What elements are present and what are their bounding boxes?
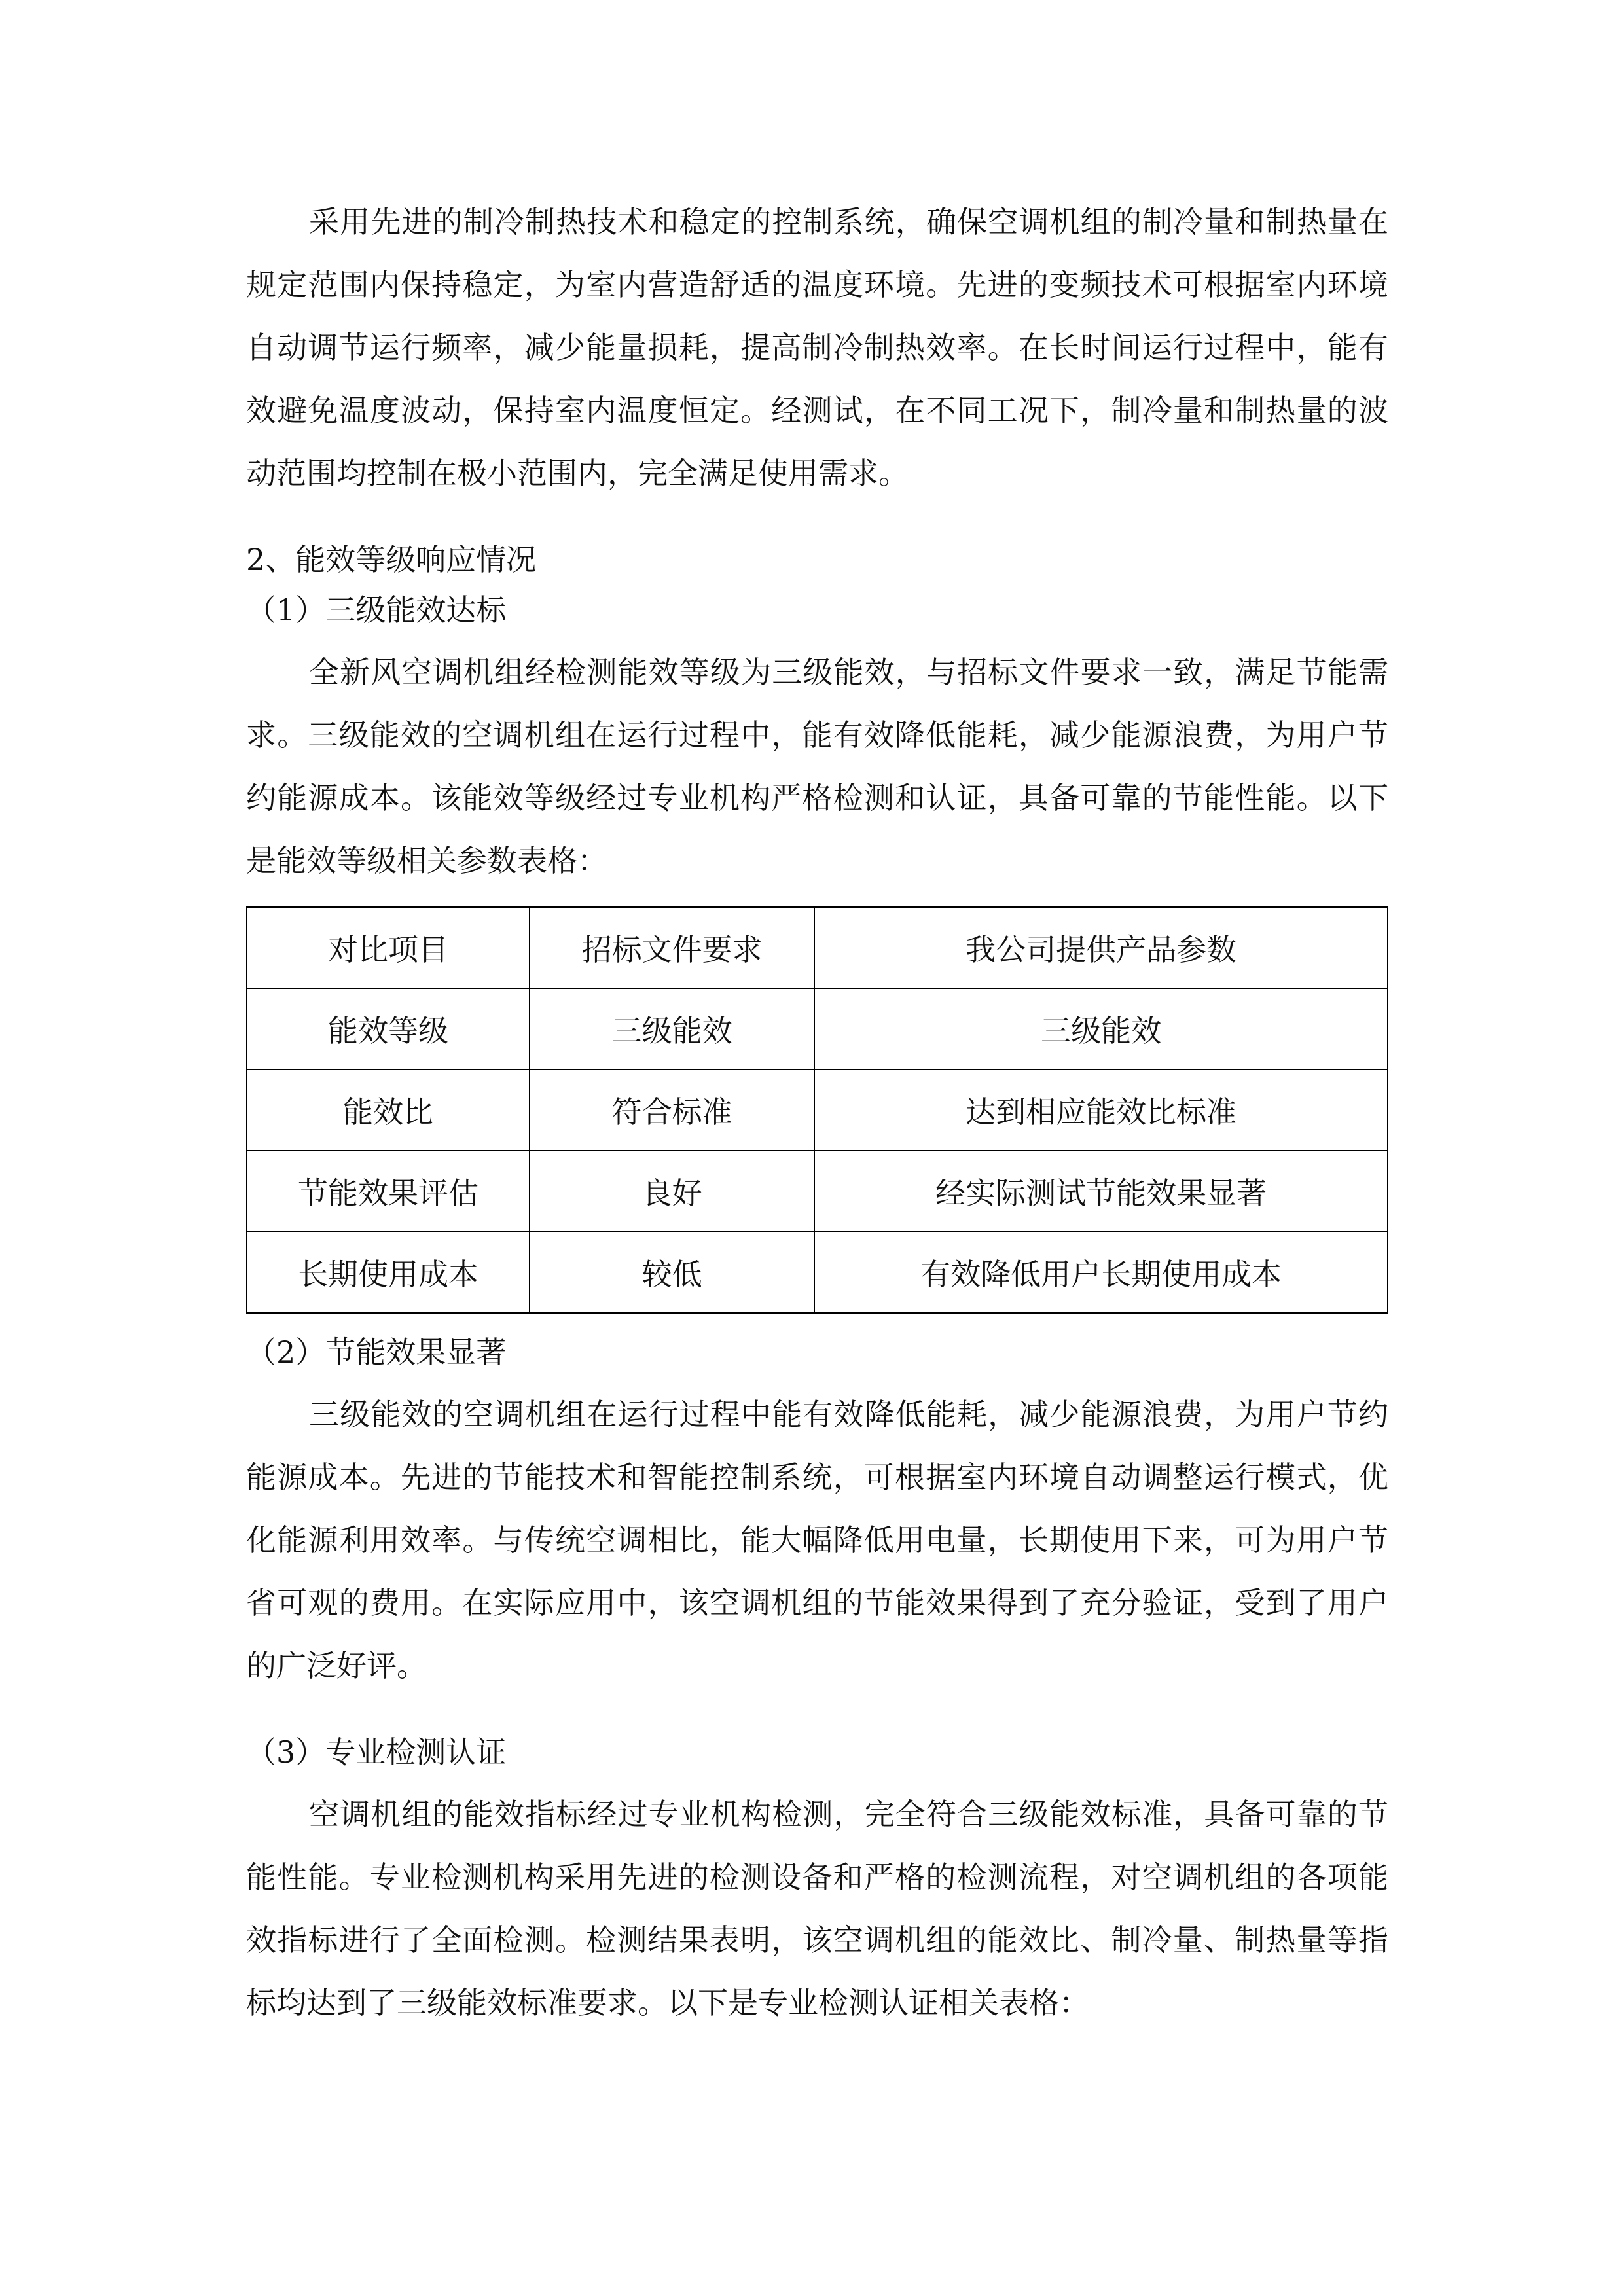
table-cell: 经实际测试节能效果显著 [814,1151,1388,1232]
table-header-cell: 招标文件要求 [530,907,814,988]
table-cell: 三级能效 [530,988,814,1069]
subsection-3-heading: （3）专业检测认证 [246,1734,507,1770]
table-row [247,1232,1388,1313]
table-cell: 较低 [530,1232,814,1313]
table-cell: 能效等级 [247,988,530,1069]
table-cell: 能效比 [247,1069,530,1151]
table-cell: 达到相应能效比标准 [814,1069,1388,1151]
table-row [247,1151,1388,1232]
table-cell: 长期使用成本 [247,1232,530,1313]
section-2-heading: 2、能效等级响应情况 [246,542,537,577]
table-cell: 节能效果评估 [247,1151,530,1232]
subsection-2-heading: （2）节能效果显著 [246,1335,507,1370]
subsection-1-paragraph: 全新风空调机组经检测能效等级为三级能效，与招标文件要求一致，满足节能需求。三级能效的空调机组在运行过程中，能有效降低能耗，减少能源浪费，为用户节约能源成本。该能效等级经过专业机构严格检测和认证，具备可靠的节能性能。以下是能效等级相关参数表格： [246,655,1388,878]
table-row [247,1069,1388,1151]
subsection-3-paragraph: 空调机组的能效指标经过专业机构检测，完全符合三级能效标准，具备可靠的节能性能。专业检测机构采用先进的检测设备和严格的检测流程，对空调机组的各项能效指标进行了全面检测。检测结果表明，该空调机组的能效比、制冷量、制热量等指标均达到了三级能效标准要求。以下是专业检测认证相关表格： [246,1797,1388,2020]
subsection-2-paragraph: 三级能效的空调机组在运行过程中能有效降低能耗，减少能源浪费，为用户节约能源成本。先进的节能技术和智能控制系统，可根据室内环境自动调整运行模式，优化能源利用效率。与传统空调相比，能大幅降低用电量，长期使用下来，可为用户节省可观的费用。在实际应用中，该空调机组的节能效果得到了充分验证，受到了用户的广泛好评。 [246,1397,1388,1683]
intro-paragraph: 采用先进的制冷制热技术和稳定的控制系统，确保空调机组的制冷量和制热量在规定范围内保持稳定，为室内营造舒适的温度环境。先进的变频技术可根据室内环境自动调节运行频率，减少能量损耗，提高制冷制热效率。在长时间运行过程中，能有效避免温度波动，保持室内温度恒定。经测试，在不同工况下，制冷量和制热量的波动范围均控制在极小范围内，完全满足使用需求。 [246,204,1388,491]
table-header-row [247,907,1388,988]
table-cell: 三级能效 [814,988,1388,1069]
table-cell: 有效降低用户长期使用成本 [814,1232,1388,1313]
table-cell: 符合标准 [530,1069,814,1151]
table-cell: 良好 [530,1151,814,1232]
table-header-cell: 我公司提供产品参数 [814,907,1388,988]
table-header-cell: 对比项目 [247,907,530,988]
subsection-1-heading: （1）三级能效达标 [246,592,507,628]
energy-efficiency-table [246,906,1388,1314]
table-row [247,988,1388,1069]
